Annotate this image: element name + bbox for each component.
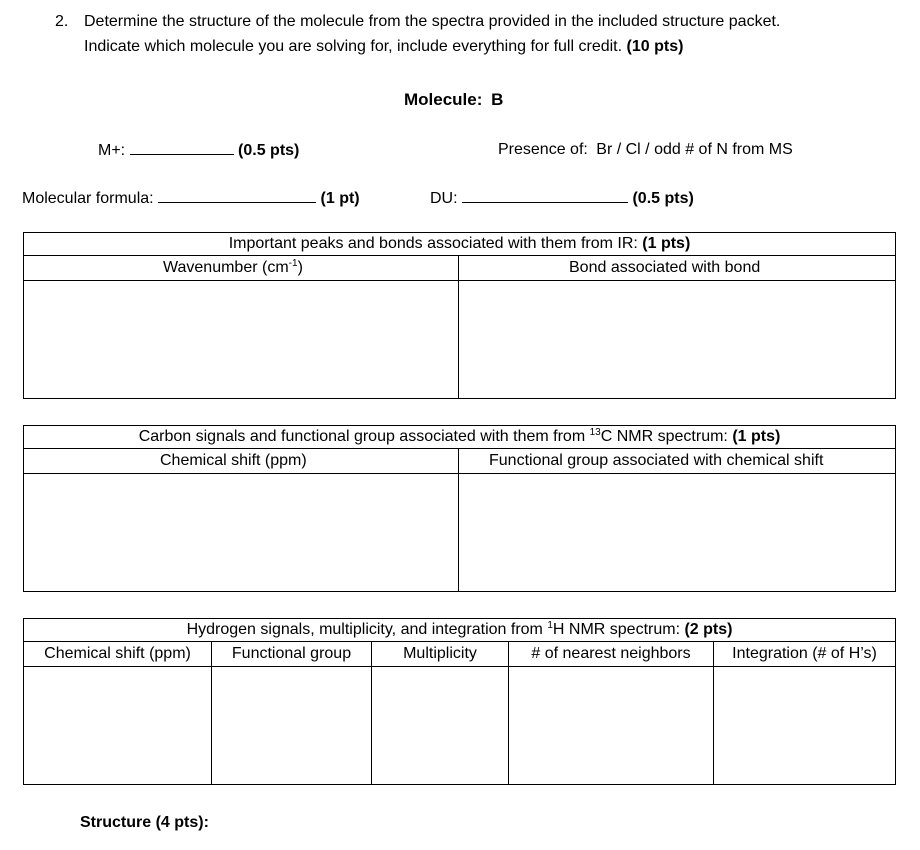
question-line-1: Determine the structure of the molecule from the spectra provided in the included structure packet. — [84, 13, 781, 30]
mplus-row — [98, 141, 299, 160]
h1-entry-group[interactable] — [212, 667, 372, 785]
h1-entry-integration[interactable] — [714, 667, 896, 785]
c13-title-points: (1 pts) — [732, 428, 781, 445]
du-blank[interactable] — [462, 189, 628, 203]
c13-entry-group[interactable] — [459, 474, 896, 592]
ir-col-bond: Bond associated with bond — [459, 256, 896, 281]
h1-title-post: H NMR spectrum: — [552, 621, 681, 638]
h1-table — [23, 618, 896, 785]
ir-entry-bond[interactable] — [459, 281, 896, 399]
ir-col1-sup: -1 — [288, 258, 298, 269]
presence-label: Presence of: — [498, 141, 588, 158]
h1-title-pre: Hydrogen signals, multiplicity, and integration from — [186, 621, 543, 638]
c13-col-shift: Chemical shift (ppm) — [24, 449, 459, 474]
h1-entry-multiplicity[interactable] — [372, 667, 509, 785]
h1-title-points: (2 pts) — [684, 621, 733, 638]
ir-table-title — [24, 233, 896, 256]
c13-entry-shift[interactable] — [24, 474, 459, 592]
formula-row — [22, 189, 360, 208]
du-label: DU: — [430, 190, 458, 207]
h1-col-multiplicity: Multiplicity — [372, 642, 509, 667]
mplus-points: (0.5 pts) — [238, 142, 300, 159]
ir-table — [23, 232, 896, 399]
question-number: 2. — [55, 13, 69, 30]
ir-title-text: Important peaks and bonds associated with them from IR: — [228, 235, 638, 252]
c13-title-post: C NMR spectrum: — [600, 428, 728, 445]
question-line-2-text: Indicate which molecule you are solving for, include everything for full credit. — [84, 38, 623, 55]
h1-col-integration: Integration (# of H’s) — [714, 642, 896, 667]
c13-table-title — [24, 426, 896, 449]
h1-entry-neighbors[interactable] — [509, 667, 714, 785]
c13-title-sup: 13 — [589, 427, 601, 438]
c13-col-group: Functional group associated with chemical shift — [459, 449, 896, 474]
molecule-label — [404, 90, 503, 110]
h1-col-group: Functional group — [212, 642, 372, 667]
c13-table — [23, 425, 896, 592]
ir-title-points: (1 pts) — [642, 235, 691, 252]
question-line-2 — [84, 38, 683, 56]
structure-label: Structure (4 pts): — [80, 814, 209, 831]
h1-title-sup: 1 — [547, 620, 553, 631]
presence-options: Br / Cl / odd # of N from MS — [596, 141, 793, 158]
mplus-label: M+: — [98, 142, 126, 159]
formula-blank[interactable] — [158, 189, 316, 203]
ir-col1-pre: Wavenumber (cm — [163, 259, 289, 276]
h1-col-neighbors: # of nearest neighbors — [509, 642, 714, 667]
molecule-value: B — [491, 90, 504, 109]
c13-title-pre: Carbon signals and functional group associated with them from — [138, 428, 586, 445]
formula-points: (1 pt) — [320, 190, 360, 207]
du-points: (0.5 pts) — [632, 190, 694, 207]
h1-table-title — [24, 619, 896, 642]
h1-entry-shift[interactable] — [24, 667, 212, 785]
du-row — [430, 189, 694, 208]
ir-col-wavenumber — [24, 256, 459, 281]
ir-col1-post: ) — [297, 259, 303, 276]
ir-entry-wavenumber[interactable] — [24, 281, 459, 399]
formula-label: Molecular formula: — [22, 190, 154, 207]
mplus-blank[interactable] — [130, 141, 234, 155]
h1-col-shift: Chemical shift (ppm) — [24, 642, 212, 667]
molecule-label-text: Molecule: — [404, 90, 483, 109]
question-points: (10 pts) — [626, 38, 684, 55]
presence-row — [498, 141, 793, 159]
